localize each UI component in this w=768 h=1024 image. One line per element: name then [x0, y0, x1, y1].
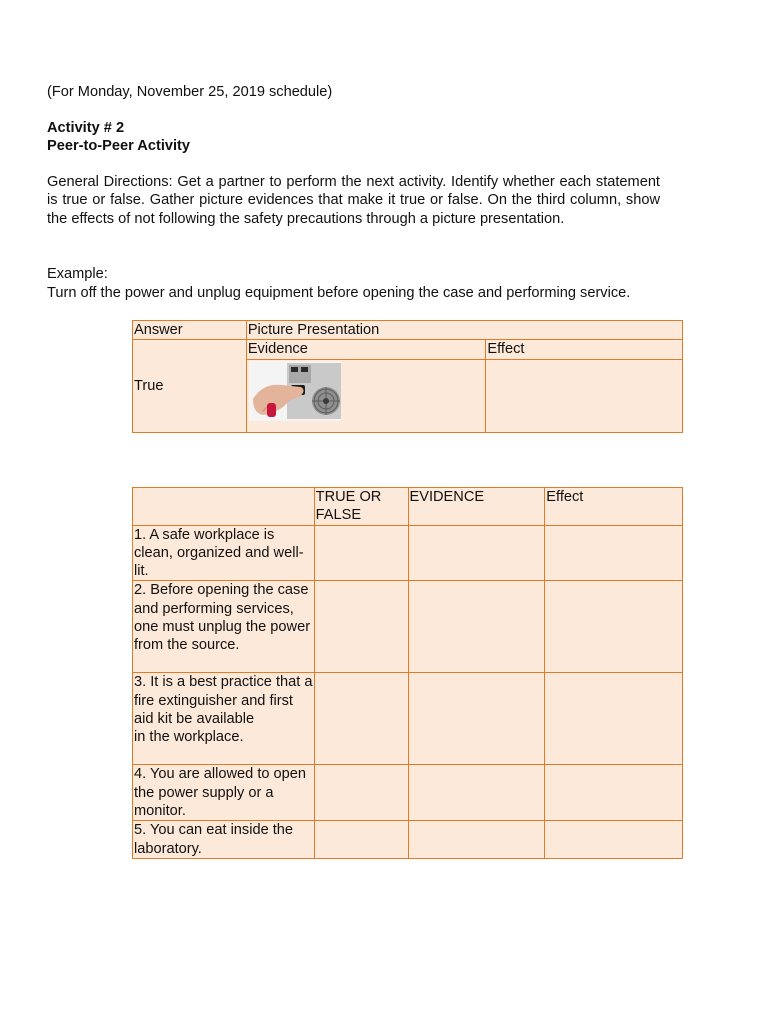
statement-cell: 3. It is a best practice that a fire extinguisher and first aid kit be available in the workplace. — [133, 673, 315, 765]
picture-presentation-header: Picture Presentation — [246, 321, 682, 340]
unplugging-power-cable-photo — [249, 361, 341, 421]
table-row — [133, 525, 683, 581]
example-table — [132, 320, 683, 433]
effect-cell — [545, 581, 683, 673]
true-or-false-cell — [314, 673, 408, 765]
table-row — [133, 765, 683, 821]
effect-header: Effect — [486, 340, 683, 359]
evidence-header: Evidence — [246, 340, 486, 359]
evidence-cell — [408, 525, 545, 581]
evidence-cell — [408, 581, 545, 673]
general-directions: General Directions: Get a partner to perform the next activity. Identify whether each statement is true or false. Gather picture evidences that make it true or false. On the third column, show the effects of not following the safety precautions through a picture presentation. — [47, 174, 660, 227]
activity-title: Peer-to-Peer Activity — [47, 138, 191, 154]
table-row — [133, 821, 683, 859]
effect-cell — [545, 821, 683, 859]
true-or-false-cell — [314, 765, 408, 821]
activity-table — [132, 487, 683, 859]
true-or-false-cell — [314, 821, 408, 859]
example-label: Example: — [47, 266, 108, 282]
statement-header — [133, 488, 315, 526]
effect-cell — [545, 525, 683, 581]
effect-cell — [486, 359, 683, 432]
effect-header: Effect — [545, 488, 683, 526]
true-or-false-header: TRUE OR FALSE — [314, 488, 408, 526]
effect-cell — [545, 673, 683, 765]
effect-cell — [545, 765, 683, 821]
example-statement: Turn off the power and unplug equipment before opening the case and performing service. — [47, 285, 631, 301]
answer-true-cell: True — [133, 340, 247, 432]
schedule-note: (For Monday, November 25, 2019 schedule) — [47, 84, 333, 100]
statement-cell: 2. Before opening the case and performing services, one must unplug the power from the source. — [133, 581, 315, 673]
evidence-header: EVIDENCE — [408, 488, 545, 526]
evidence-cell — [408, 765, 545, 821]
true-or-false-cell — [314, 581, 408, 673]
evidence-cell — [408, 821, 545, 859]
answer-header: Answer — [133, 321, 247, 340]
evidence-cell — [246, 359, 486, 432]
statement-cell: 1. A safe workplace is clean, organized and well-lit. — [133, 525, 315, 581]
statement-cell: 4. You are allowed to open the power supply or a monitor. — [133, 765, 315, 821]
statement-cell: 5. You can eat inside the laboratory. — [133, 821, 315, 859]
table-row — [133, 673, 683, 765]
true-or-false-cell — [314, 525, 408, 581]
evidence-cell — [408, 673, 545, 765]
activity-number: Activity # 2 — [47, 120, 125, 136]
table-row — [133, 581, 683, 673]
